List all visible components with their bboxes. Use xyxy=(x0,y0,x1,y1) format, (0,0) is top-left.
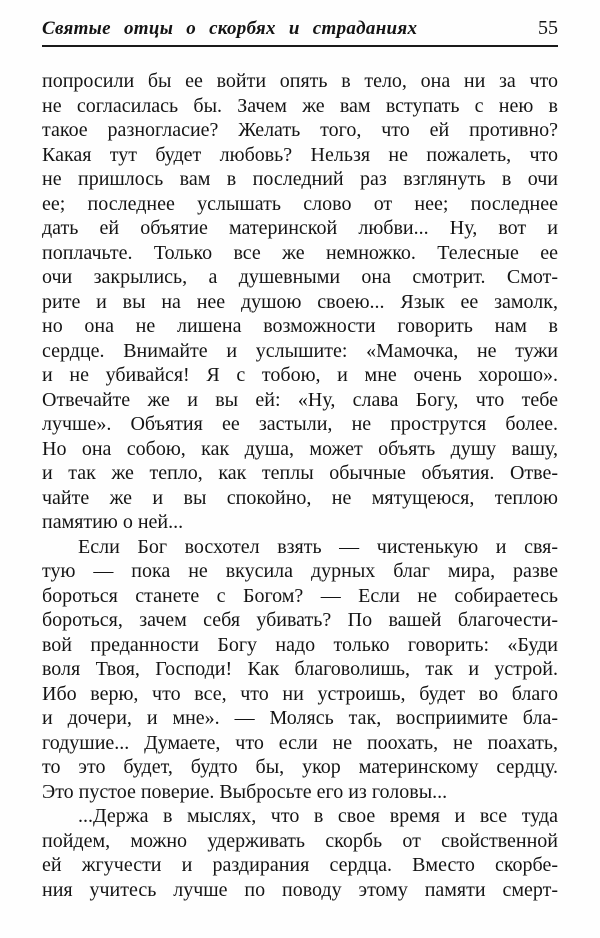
paragraph-1 xyxy=(42,69,558,535)
text-line: ее; последнее услышать слово от нее; последнее xyxy=(42,192,558,215)
text-line: годушие... Думаете, что если не поохать, не поахать, xyxy=(42,731,558,754)
text-line: пойдем, можно удерживать скорбь от свойственной xyxy=(42,829,558,852)
text-line: тую — пока не вкусила дурных благ мира, разве xyxy=(42,560,558,582)
text-line: воля Твоя, Господи! Как благоволишь, так и устрой. xyxy=(42,658,558,680)
text-line: Ибо верю, что все, что ни устроишь, будет во благо xyxy=(42,682,558,705)
paragraph-2 xyxy=(42,535,558,805)
text-line: и не убивайся! Я с тобою, и мне очень хорошо». xyxy=(42,364,558,386)
text-line: поплачьте. Только все же немножко. Телесные ее xyxy=(42,241,558,264)
text-line: Это пустое поверие. Выбросьте его из головы... xyxy=(42,780,448,803)
text-line: вой преданности Богу надо только говорить: «Буди xyxy=(42,633,558,656)
text-line: Какая тут будет любовь? Нельзя не пожалеть, что xyxy=(42,143,558,166)
text-line: но она не лишена возможности говорить нам в xyxy=(42,315,558,337)
page-body xyxy=(42,69,558,902)
text-line: попросили бы ее войти опять в тело, она ни за что xyxy=(42,70,558,92)
text-line: ей жгучести и раздирания сердца. Вместо скорбе- xyxy=(42,854,558,876)
text-line: дать ей объятие материнской любви... Ну, вот и xyxy=(42,217,558,239)
text-line: Если Бог восхотел взять — чистенькую и свя- xyxy=(78,535,558,558)
text-line: бороться станете с Богом? — Если не собираетесь xyxy=(42,584,558,607)
text-line: такое разногласие? Желать того, что ей противно? xyxy=(42,119,558,141)
text-line: и так же тепло, как теплы обычные объятия. Отве- xyxy=(42,462,558,484)
text-line: и дочери, и мне». — Молясь так, восприимите бла- xyxy=(42,707,558,729)
running-header xyxy=(42,17,558,40)
text-line: чайте же и вы спокойно, не мятущеюся, теплою xyxy=(42,486,558,509)
text-line: очи закрылись, а душевными она смотрит. Смот- xyxy=(42,266,558,288)
text-line: ния учитесь лучше по поводу этому памяти смерт- xyxy=(42,878,558,901)
text-line: то это будет, будто бы, укор материнскому сердцу. xyxy=(42,756,558,778)
text-line: сердце. Внимайте и услышите: «Мамочка, не тужи xyxy=(42,339,558,362)
text-line: памятию о ней... xyxy=(42,511,184,533)
text-line: не пришлось вам в последний раз взглянуть в очи xyxy=(42,168,558,190)
page-number: 55 xyxy=(538,17,558,39)
text-line: Отвечайте же и вы ей: «Ну, слава Богу, что тебе xyxy=(42,388,558,411)
paragraph-3 xyxy=(42,804,558,902)
text-line: лучше». Объятия ее застыли, не прострутся более. xyxy=(42,413,558,435)
running-header-title: Святые отцы о скорбях и страданиях xyxy=(42,18,418,39)
text-line: бороться, зачем себя убивать? По вашей благочести- xyxy=(42,609,558,631)
text-line: рите и вы на нее душою своею... Язык ее замолк, xyxy=(42,290,558,313)
header-rule xyxy=(42,45,558,47)
text-line: не согласилась бы. Зачем же вам вступать с нею в xyxy=(42,94,558,117)
text-line: ...Держа в мыслях, что в свое время и все туда xyxy=(78,805,558,827)
text-line: Но она собою, как душа, может объять душу вашу, xyxy=(42,437,558,460)
